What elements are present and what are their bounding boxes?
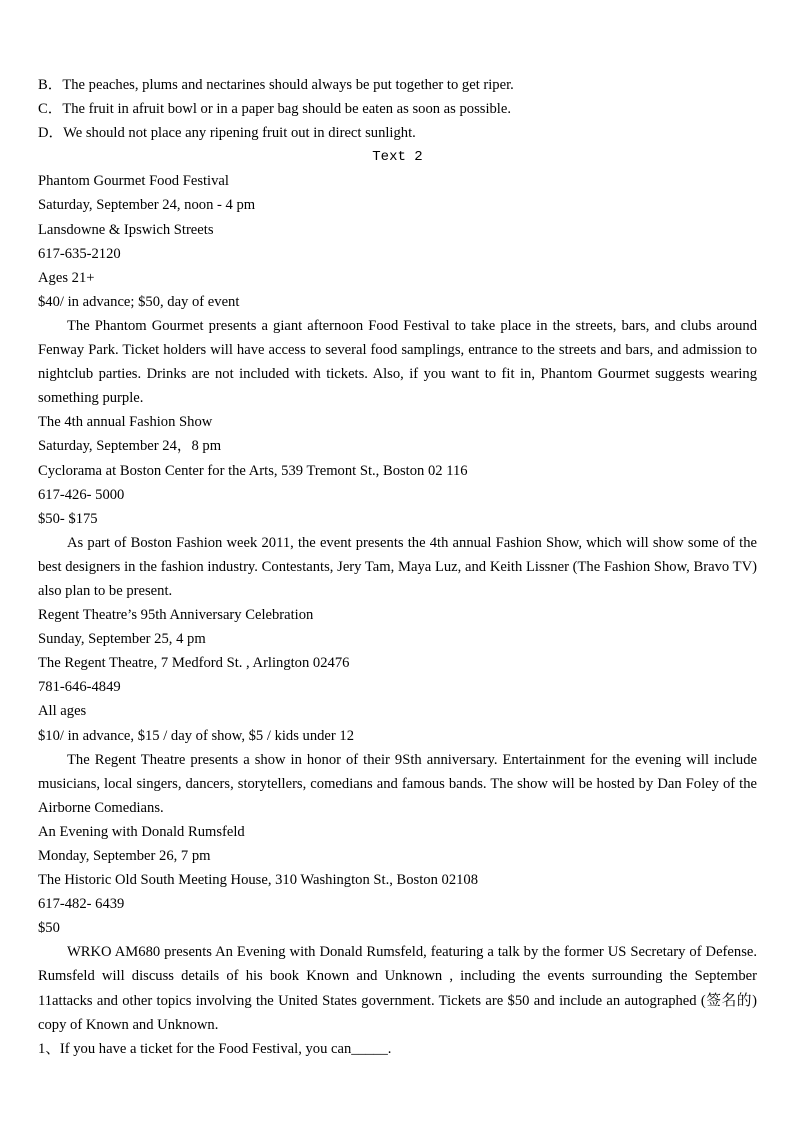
text-line: $40/ in advance; $50, day of event [38, 293, 240, 310]
text-line: Cyclorama at Boston Center for the Arts, 539 Tremont St., Boston 02 116 [38, 462, 468, 479]
text-line: The 4th annual Fashion Show [38, 414, 213, 431]
paragraph: WRKO AM680 presents An Evening with Donald Rumsfeld, featuring a talk by the former US Secretary of Defense. Rumsfeld will discuss details of his book Known and Unknown , including the events surrounding the September 11attacks and other topics involving the United States government. Tickets are $50 and include an autographed (签名的) copy of Known and Unknown. [38, 944, 757, 1033]
text-line: 617-635-2120 [38, 245, 121, 262]
section-heading: Text 2 [372, 149, 423, 166]
paragraph: The Phantom Gourmet presents a giant afternoon Food Festival to take place in the streets, bars, and clubs around Fenway Park. Ticket holders will have access to several food samplings, entrance to the streets and bars, and admission to nightclub parties. Drinks are not included with tickets. Also, if you want to fit in, Phantom Gourmet suggests wearing something purple. [38, 317, 757, 407]
text-line: Regent Theatre’s 95th Anniversary Celebration [38, 607, 314, 624]
text-line: B．The peaches, plums and nectarines should always be put together to get riper. [38, 77, 514, 93]
text-line: $10/ in advance, $15 / day of show, $5 / kids under 12 [38, 727, 355, 744]
text-line: 1、If you have a ticket for the Food Festival, you can_____. [38, 1040, 392, 1057]
text-line: C．The fruit in afruit bowl or in a paper bag should be eaten as soon as possible. [38, 101, 511, 118]
text-line: Ages 21+ [38, 269, 95, 286]
text-line: An Evening with Donald Rumsfeld [38, 823, 245, 840]
text-line: The Regent Theatre, 7 Medford St. , Arlington 02476 [38, 655, 350, 672]
text-line: Lansdowne & Ipswich Streets [38, 221, 214, 238]
text-line: Saturday, September 24, noon - 4 pm [38, 197, 256, 214]
text-line: Monday, September 26, 7 pm [38, 848, 211, 864]
document-content [38, 73, 757, 1061]
text-line: $50- $175 [38, 510, 98, 527]
text-line: All ages [38, 703, 87, 720]
text-line: $50 [38, 920, 60, 937]
text-line: Phantom Gourmet Food Festival [38, 173, 229, 190]
paragraph: The Regent Theatre presents a show in honor of their 9Sth anniversary. Entertainment for the evening will include musicians, local singers, dancers, storytellers, comedians and famous bands. The show will be hosted by Dan Foley of the Airborne Comedians. [38, 751, 757, 816]
text-line: D．We should not place any ripening fruit out in direct sunlight. [38, 125, 416, 142]
text-line: The Historic Old South Meeting House, 310 Washington St., Boston 02108 [38, 872, 479, 889]
text-line: 617-482- 6439 [38, 896, 125, 913]
text-line: 617-426- 5000 [38, 486, 125, 503]
text-line: Sunday, September 25, 4 pm [38, 631, 206, 648]
paragraph: As part of Boston Fashion week 2011, the event presents the 4th annual Fashion Show, which will show some of the best designers in the fashion industry. Contestants, Jery Tam, Maya Luz, and Keith Lissner (The Fashion Show, Bravo TV) also plan to be present. [38, 534, 757, 599]
text-line: 781-646-4849 [38, 679, 121, 696]
text-line: Saturday, September 24，8 pm [38, 438, 222, 455]
